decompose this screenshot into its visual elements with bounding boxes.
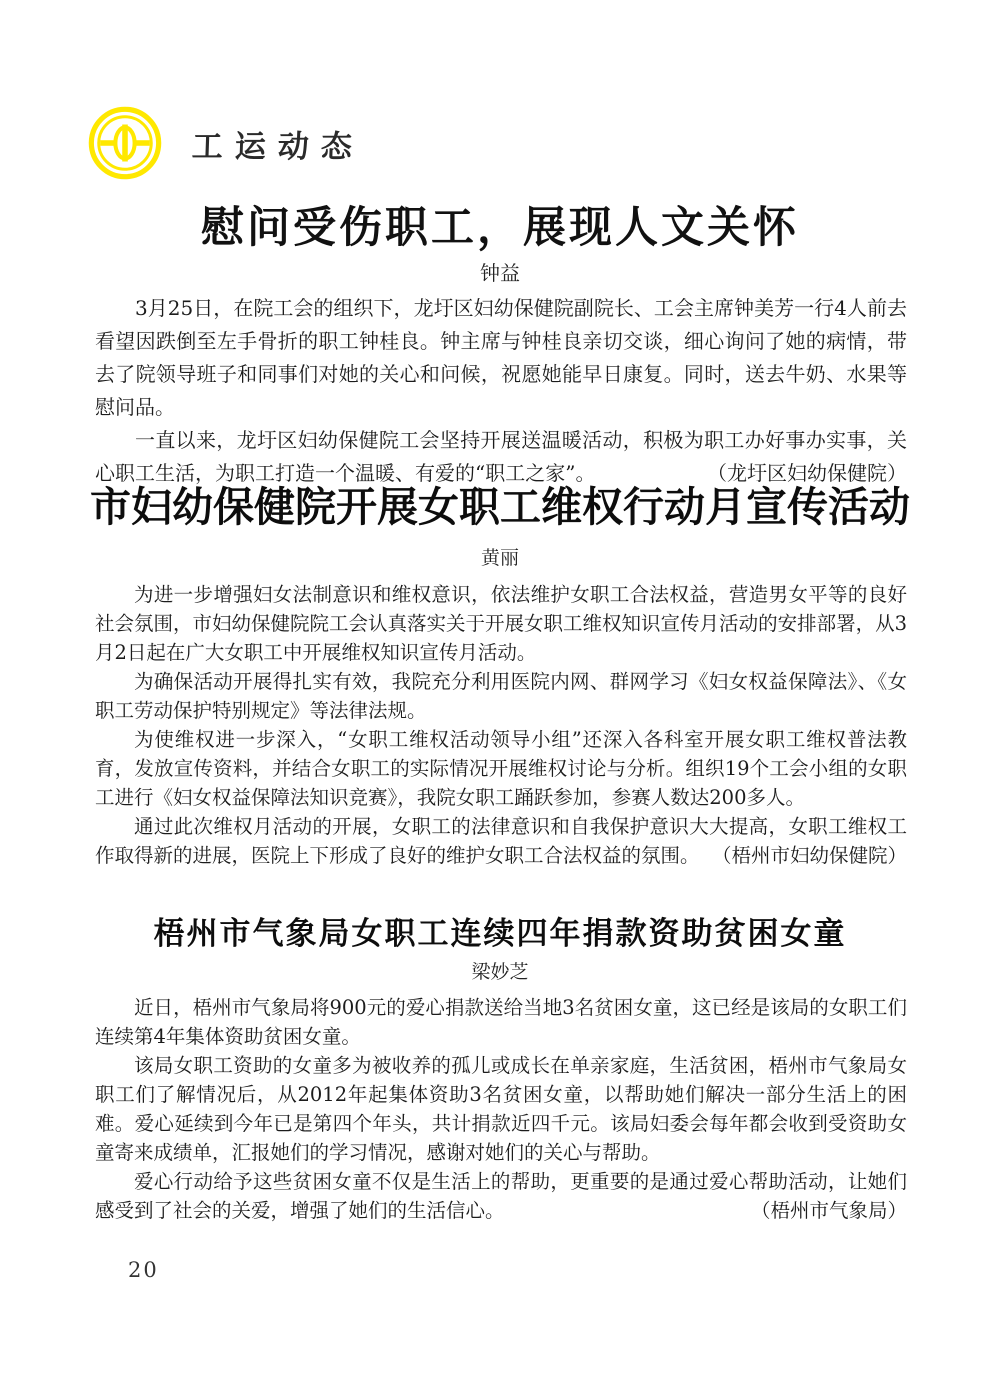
union-emblem-icon xyxy=(88,106,162,180)
article3-paragraph xyxy=(95,993,907,1051)
paragraph-text: 为进一步增强妇女法制意识和维权意识，依法维护女职工合法权益，营造男女平等的良好社会氛围，市妇幼保健院院工会认真落实关于开展女职工维权知识宣传月活动的安排部署，从3月2日起在广大女职工中开展维权知识宣传月活动。 xyxy=(95,583,907,664)
article1-paragraph xyxy=(95,292,907,424)
masthead xyxy=(88,106,364,180)
paragraph-text: 为确保活动开展得扎实有效，我院充分利用医院内网、群网学习《妇女权益保障法》、《女职工劳动保护特别规定》等法律法规。 xyxy=(95,670,907,722)
paragraph-text: 爱心行动给予这些贫困女童不仅是生活上的帮助，更重要的是通过爱心帮助活动，让她们感受到了社会的关爱，增强了她们的生活信心。 xyxy=(95,1170,907,1222)
article1-attribution: （龙圩区妇幼保健院） xyxy=(707,461,907,485)
article2-paragraph xyxy=(95,725,907,812)
article3-paragraph xyxy=(95,1167,907,1225)
paragraph-text: 为使维权进一步深入，“女职工维权活动领导小组”还深入各科室开展女职工维权普法教育，发放宣传资料，并结合女职工的实际情况开展维权讨论与分析。组织19个工会小组的女职工进行《妇女权益保障法知识竞赛》，我院女职工踊跃参加，参赛人数达200多人。 xyxy=(95,728,907,809)
article1-title: 慰问受伤职工，展现人文关怀 xyxy=(201,203,799,253)
paragraph-text: 一直以来，龙圩区妇幼保健院工会坚持开展送温暖活动，积极为职工办好事办实事，关心职工生活，为职工打造一个温暖、有爱的“职工之家”。 xyxy=(95,428,907,485)
article3-title: 梧州市气象局女职工连续四年捐款资助贫困女童 xyxy=(153,916,847,952)
paragraph-text: 3月25日，在院工会的组织下，龙圩区妇幼保健院副院长、工会主席钟美芳一行4人前去看望因跌倒至左手骨折的职工钟桂良。钟主席与钟桂良亲切交谈，细心询问了她的病情，带去了院领导班子和同事们对她的关心和问候，祝愿她能早日康复。同时，送去牛奶、水果等慰问品。 xyxy=(95,296,907,419)
page-number: 20 xyxy=(128,1258,159,1282)
paragraph-text: 该局女职工资助的女童多为被收养的孤儿或成长在单亲家庭，生活贫困，梧州市气象局女职工们了解情况后，从2012年起集体资助3名贫困女童，以帮助她们解决一部分生活上的困难。爱心延续到今年已是第四个年头，共计捐款近四千元。该局妇委会每年都会收到受资助女童寄来成绩单，汇报她们的学习情况，感谢对她们的关心与帮助。 xyxy=(95,1054,907,1164)
article3-author: 梁妙芝 xyxy=(471,961,529,983)
article2-paragraph xyxy=(95,580,907,667)
article1-body xyxy=(95,292,907,490)
article2-attribution: （梧州市妇幼保健院） xyxy=(711,844,907,867)
article1-author: 钟益 xyxy=(480,261,520,285)
article3-attribution: （梧州市气象局） xyxy=(750,1199,907,1222)
article3-paragraph xyxy=(95,1051,907,1167)
article2-title: 市妇幼保健院开展女职工维权行动月宣传活动 xyxy=(90,483,910,531)
paragraph-text: 通过此次维权月活动的开展，女职工的法律意识和自我保护意识大大提高，女职工维权工作取得新的进展，医院上下形成了良好的维护女职工合法权益的氛围。 xyxy=(95,815,907,867)
paragraph-text: 近日，梧州市气象局将900元的爱心捐款送给当地3名贫困女童，这已经是该局的女职工们连续第4年集体资助贫困女童。 xyxy=(95,996,907,1048)
article2-paragraph xyxy=(95,667,907,725)
article2-body xyxy=(95,580,907,870)
section-title: 工运动态 xyxy=(191,128,365,165)
article2-author: 黄丽 xyxy=(480,547,519,569)
article2-paragraph xyxy=(95,812,907,870)
article3-body xyxy=(95,993,907,1225)
